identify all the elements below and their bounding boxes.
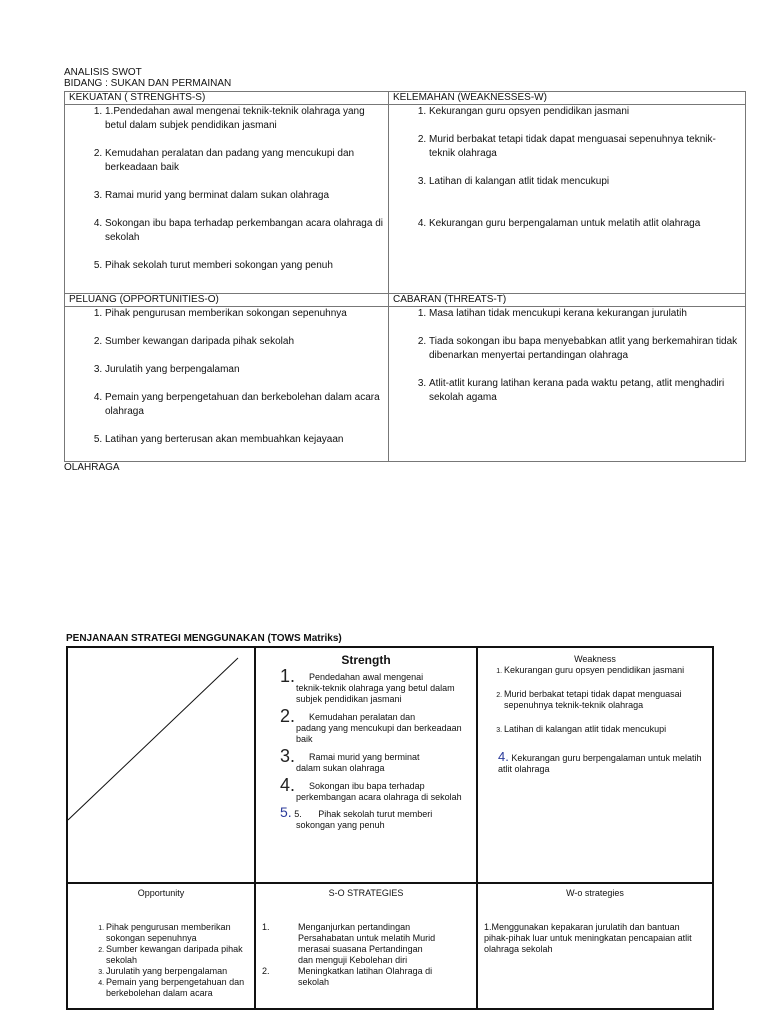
strength-num: 5. [280, 804, 292, 820]
strength-text: Pihak sekolah turut memberi [318, 809, 433, 819]
wo-strategies-cell [477, 883, 713, 1009]
strength-num: 3. [280, 746, 296, 766]
strength-item [280, 666, 470, 705]
list-item: 1. Pihak pengurusan memberikan sokongan sepenuhnya [105, 307, 384, 321]
weakness-list [478, 665, 712, 735]
weakness-heading: Weakness [574, 654, 616, 664]
strength-cell [255, 647, 477, 883]
threats-heading: CABARAN (THREATS-T) [389, 294, 746, 307]
tows-matrix [66, 646, 714, 1010]
weaknesses-heading: KELEMAHAN (WEAKNESSES-W) [389, 92, 746, 105]
strength-text: dalam sukan olahraga [296, 763, 385, 773]
list-item: 2. Sumber kewangan daripada pihak sekolah [105, 335, 384, 349]
list-item: 3. Latihan di kalangan atlit tidak mencukupi [504, 724, 712, 735]
list-item: 1. Kekurangan guru opsyen pendidikan jasmani [429, 105, 741, 119]
page-title: ANALISIS SWOT [64, 67, 142, 78]
threats-cell [389, 307, 746, 462]
opportunity-cell [67, 883, 255, 1009]
weaknesses-list [393, 105, 741, 231]
swot-footer-text: OLAHRAGA [64, 462, 120, 473]
list-item: 3. Jurulatih yang berpengalaman [106, 966, 254, 977]
swot-table [64, 91, 746, 462]
strength-text: padang yang mencukupi dan berkeadaan baik [296, 723, 462, 744]
strength-text: Pendedahan awal mengenai [309, 672, 424, 682]
strength-text: teknik-teknik olahraga yang betul dalam subjek pendidikan jasmani [296, 683, 455, 704]
strength-item [280, 804, 470, 831]
weakness-item-4 [478, 751, 712, 775]
weakness-text: Kekurangan guru berpengalaman untuk melatih atlit olahraga [498, 753, 702, 774]
strength-text: Sokongan ibu bapa terhadap [309, 781, 425, 791]
so-num: 2. [262, 966, 270, 976]
strength-num: 2. [280, 706, 296, 726]
wo-text: 1.Menggunakan kepakaran jurulatih dan bantuan pihak-pihak luar untuk meningkatan pencapaian atlit olahraga sekolah [484, 922, 692, 954]
list-item: 4. Sokongan ibu bapa terhadap perkembangan acara olahraga di sekolah [105, 217, 384, 245]
so-item [256, 922, 476, 966]
list-item: 1. 1.Pendedahan awal mengenai teknik-teknik olahraga yang betul dalam subjek pendidikan jasmani [105, 105, 384, 133]
list-item: 4. Pemain yang berpengetahuan dan berkebolehan dalam acara olahraga [105, 391, 384, 419]
list-item: 5. Pihak sekolah turut memberi sokongan yang penuh [105, 259, 384, 273]
list-item: 1. Kekurangan guru opsyen pendidikan jasmani [504, 665, 712, 676]
list-item: 2. Sumber kewangan daripada pihak sekolah [106, 944, 254, 966]
opportunities-heading: PELUANG (OPPORTUNITIES-O) [65, 294, 389, 307]
opportunities-cell [65, 307, 389, 462]
page-subtitle: BIDANG : SUKAN DAN PERMAINAN [64, 78, 232, 89]
strength-num-secondary: 5. [294, 809, 302, 819]
list-item: 3. Jurulatih yang berpengalaman [105, 363, 384, 377]
strength-text: Kemudahan peralatan dan [309, 712, 416, 722]
list-item: 5. Latihan yang berterusan akan membuahkan kejayaan [105, 433, 384, 447]
strengths-heading: KEKUATAN ( STRENGHTS-S) [65, 92, 389, 105]
so-text: Menganjurkan pertandingan Persahabatan untuk melatih Murid merasai suasana Pertandingan dan menguji Kebolehan diri [298, 922, 436, 965]
so-heading: S-O STRATEGIES [328, 888, 404, 898]
strength-item [280, 775, 470, 803]
list-item: 1. Masa latihan tidak mencukupi kerana kekurangan jurulatih [429, 307, 741, 321]
strengths-list [69, 105, 384, 273]
strength-num: 1. [280, 666, 296, 686]
strength-text: Ramai murid yang berminat [309, 752, 420, 762]
list-item: 2. Murid berbakat tetapi tidak dapat menguasai sepenuhnya teknik-teknik olahraga [429, 133, 741, 161]
strength-heading: Strength [341, 653, 391, 667]
opportunities-list [69, 307, 384, 447]
weakness-num: 4. [498, 749, 509, 764]
so-text: Meningkatkan latihan Olahraga di sekolah [298, 966, 433, 987]
so-num: 1. [262, 922, 270, 932]
list-item: 4. Pemain yang berpengetahuan dan berkebolehan dalam acara [106, 977, 254, 999]
strengths-cell [65, 105, 389, 294]
diagonal-cell [67, 647, 255, 883]
strength-item [280, 706, 470, 745]
so-item [256, 966, 476, 988]
tows-title: PENJANAAN STRATEGI MENGGUNAKAN (TOWS Matriks) [66, 633, 342, 644]
list-item: 3. Ramai murid yang berminat dalam sukan olahraga [105, 189, 384, 203]
strength-text: perkembangan acara olahraga di sekolah [296, 792, 462, 802]
list-item: 2. Murid berbakat tetapi tidak dapat menguasai sepenuhnya teknik-teknik olahraga [504, 689, 712, 711]
list-item: 4. Kekurangan guru berpengalaman untuk melatih atlit olahraga [429, 217, 741, 231]
opportunity-heading: Opportunity [137, 888, 185, 898]
strength-num: 4. [280, 775, 296, 795]
list-item: 2. Kemudahan peralatan dan padang yang mencukupi dan berkeadaan baik [105, 147, 384, 175]
opportunity-list [68, 922, 254, 999]
so-strategies-cell [255, 883, 477, 1009]
list-item: 2. Tiada sokongan ibu bapa menyebabkan atlit yang berkemahiran tidak dibenarkan menyertai pertandingan olahraga [429, 335, 741, 363]
weaknesses-cell [389, 105, 746, 294]
strength-text: sokongan yang penuh [296, 820, 385, 830]
list-item: 1. Pihak pengurusan memberikan sokongan sepenuhnya [106, 922, 254, 944]
wo-heading: W-o strategies [566, 888, 624, 898]
strength-item [280, 746, 470, 774]
list-item: 3. Latihan di kalangan atlit tidak mencukupi [429, 175, 741, 189]
list-item: 3. Atlit-atlit kurang latihan kerana pada waktu petang, atlit menghadiri sekolah agama [429, 377, 741, 405]
threats-list [393, 307, 741, 405]
diagonal-line [68, 648, 254, 882]
weakness-cell [477, 647, 713, 883]
